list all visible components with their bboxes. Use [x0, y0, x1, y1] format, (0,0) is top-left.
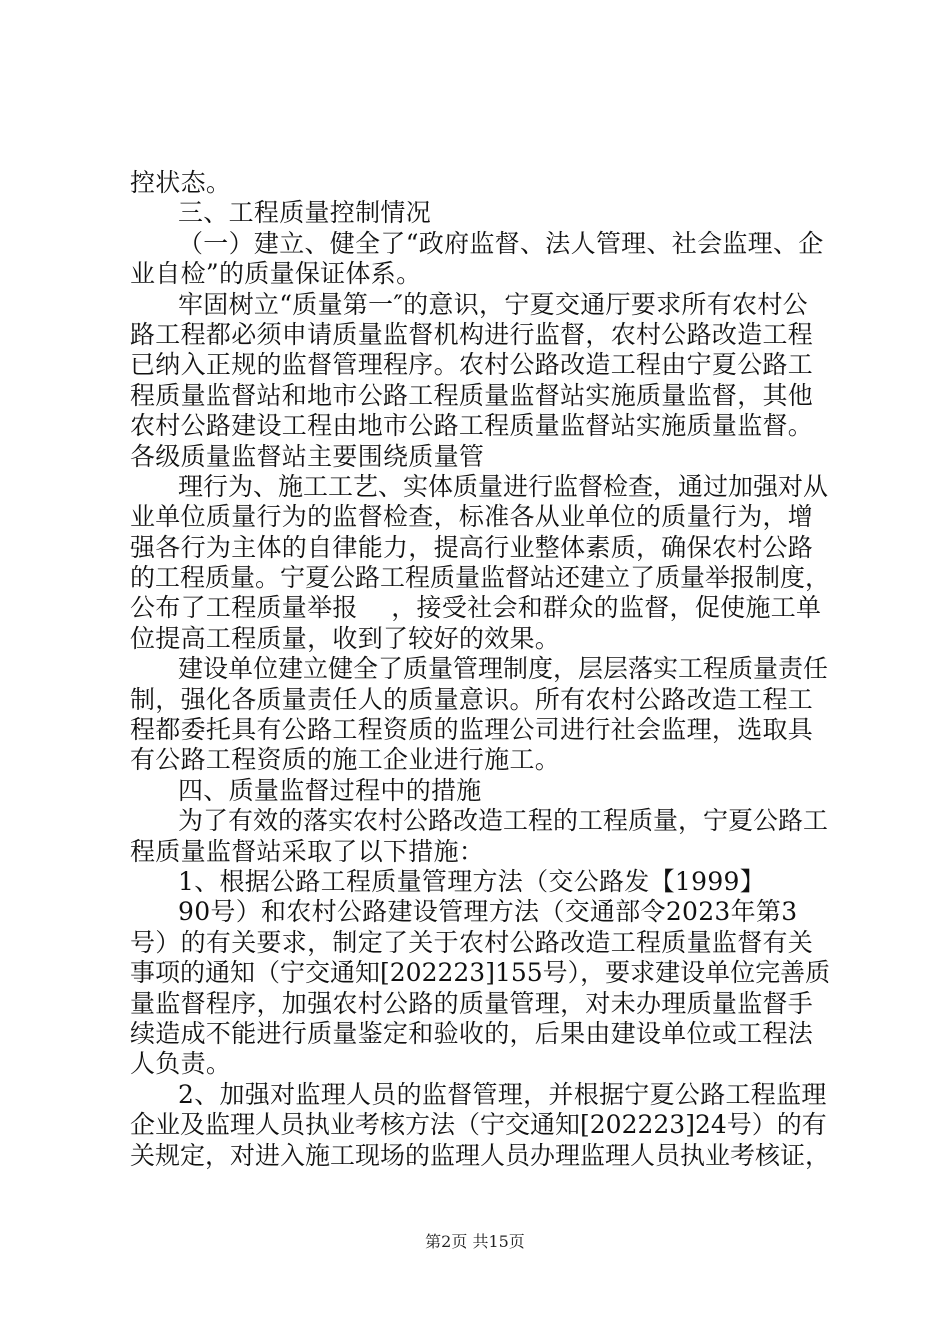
text-line: 的工程质量。宁夏公路工程质量监督站还建立了质量举报制度，: [130, 563, 831, 593]
section-heading: 四、质量监督过程中的措施: [178, 775, 482, 805]
text-line: 公布了工程质量举报 ，接受社会和群众的监督，促使施工单: [130, 593, 822, 623]
text-line: 位提高工程质量，收到了较好的效果。: [130, 623, 561, 653]
text-line: 关规定，对进入施工现场的监理人员办理监理人员执业考核证，: [130, 1140, 831, 1170]
text-line: 牢固树立“质量第一″的意识，宁夏交通厅要求所有农村公: [178, 289, 808, 319]
text-line: 2、加强对监理人员的监督管理，并根据宁夏公路工程监理: [178, 1079, 827, 1109]
text-line: 各级质量监督站主要围绕质量管: [130, 441, 485, 471]
section-heading: 三、工程质量控制情况: [178, 198, 432, 228]
text-line: 控状态。: [130, 168, 232, 197]
text-line: 90号）和农村公路建设管理方法（交通部令2023年第3: [178, 897, 798, 927]
text-line: 事项的通知（宁交通知[202223]155号），要求建设单位完善质: [130, 958, 831, 988]
text-line: 程质量监督站采取了以下措施：: [130, 836, 485, 866]
text-line: 农村公路建设工程由地市公路工程质量监督站实施质量监督。: [130, 411, 814, 441]
text-line: 程质量监督站和地市公路工程质量监督站实施质量监督，其他: [130, 380, 814, 410]
document-body: [130, 168, 830, 1171]
text-line: 1、根据公路工程质量管理方法（交公路发【1999】: [178, 866, 766, 896]
text-line: 为了有效的落实农村公路改造工程的工程质量，宁夏公路工: [178, 806, 829, 836]
text-line: 制，强化各质量责任人的质量意识。所有农村公路改造工程工: [130, 684, 814, 714]
text-line: 理行为、施工工艺、实体质量进行监督检查，通过加强对从: [178, 471, 829, 501]
text-line: 续造成不能进行质量鉴定和验收的，后果由建设单位或工程法: [130, 1018, 814, 1048]
text-line: 号）的有关要求，制定了关于农村公路改造工程质量监督有关: [130, 927, 814, 957]
text-line: 程都委托具有公路工程资质的监理公司进行社会监理，选取具: [130, 715, 814, 745]
text-line: 业自检”的质量保证体系。: [130, 259, 422, 289]
subsection-heading: （一）建立、健全了“政府监督、法人管理、社会监理、企: [178, 228, 824, 258]
text-line: 有公路工程资质的施工企业进行施工。: [130, 745, 561, 775]
text-line: 建设单位建立健全了质量管理制度，层层落实工程质量责任: [178, 654, 829, 684]
text-line: 已纳入正规的监督管理程序。农村公路改造工程由宁夏公路工: [130, 350, 814, 380]
text-line: 强各行为主体的自律能力，提高行业整体素质，确保农村公路: [130, 532, 814, 562]
page-number-footer: 第2页 共15页: [425, 1232, 525, 1251]
text-line: 路工程都必须申请质量监督机构进行监督，农村公路改造工程: [130, 319, 814, 349]
text-line: 量监督程序，加强农村公路的质量管理，对未办理质量监督手: [130, 988, 814, 1018]
text-line: 业单位质量行为的监督检查，标准各从业单位的质量行为，增: [130, 502, 814, 532]
text-line: 企业及监理人员执业考核方法（宁交通知[202223]24号）的有: [130, 1110, 827, 1140]
text-line: 人负责。: [130, 1049, 232, 1079]
